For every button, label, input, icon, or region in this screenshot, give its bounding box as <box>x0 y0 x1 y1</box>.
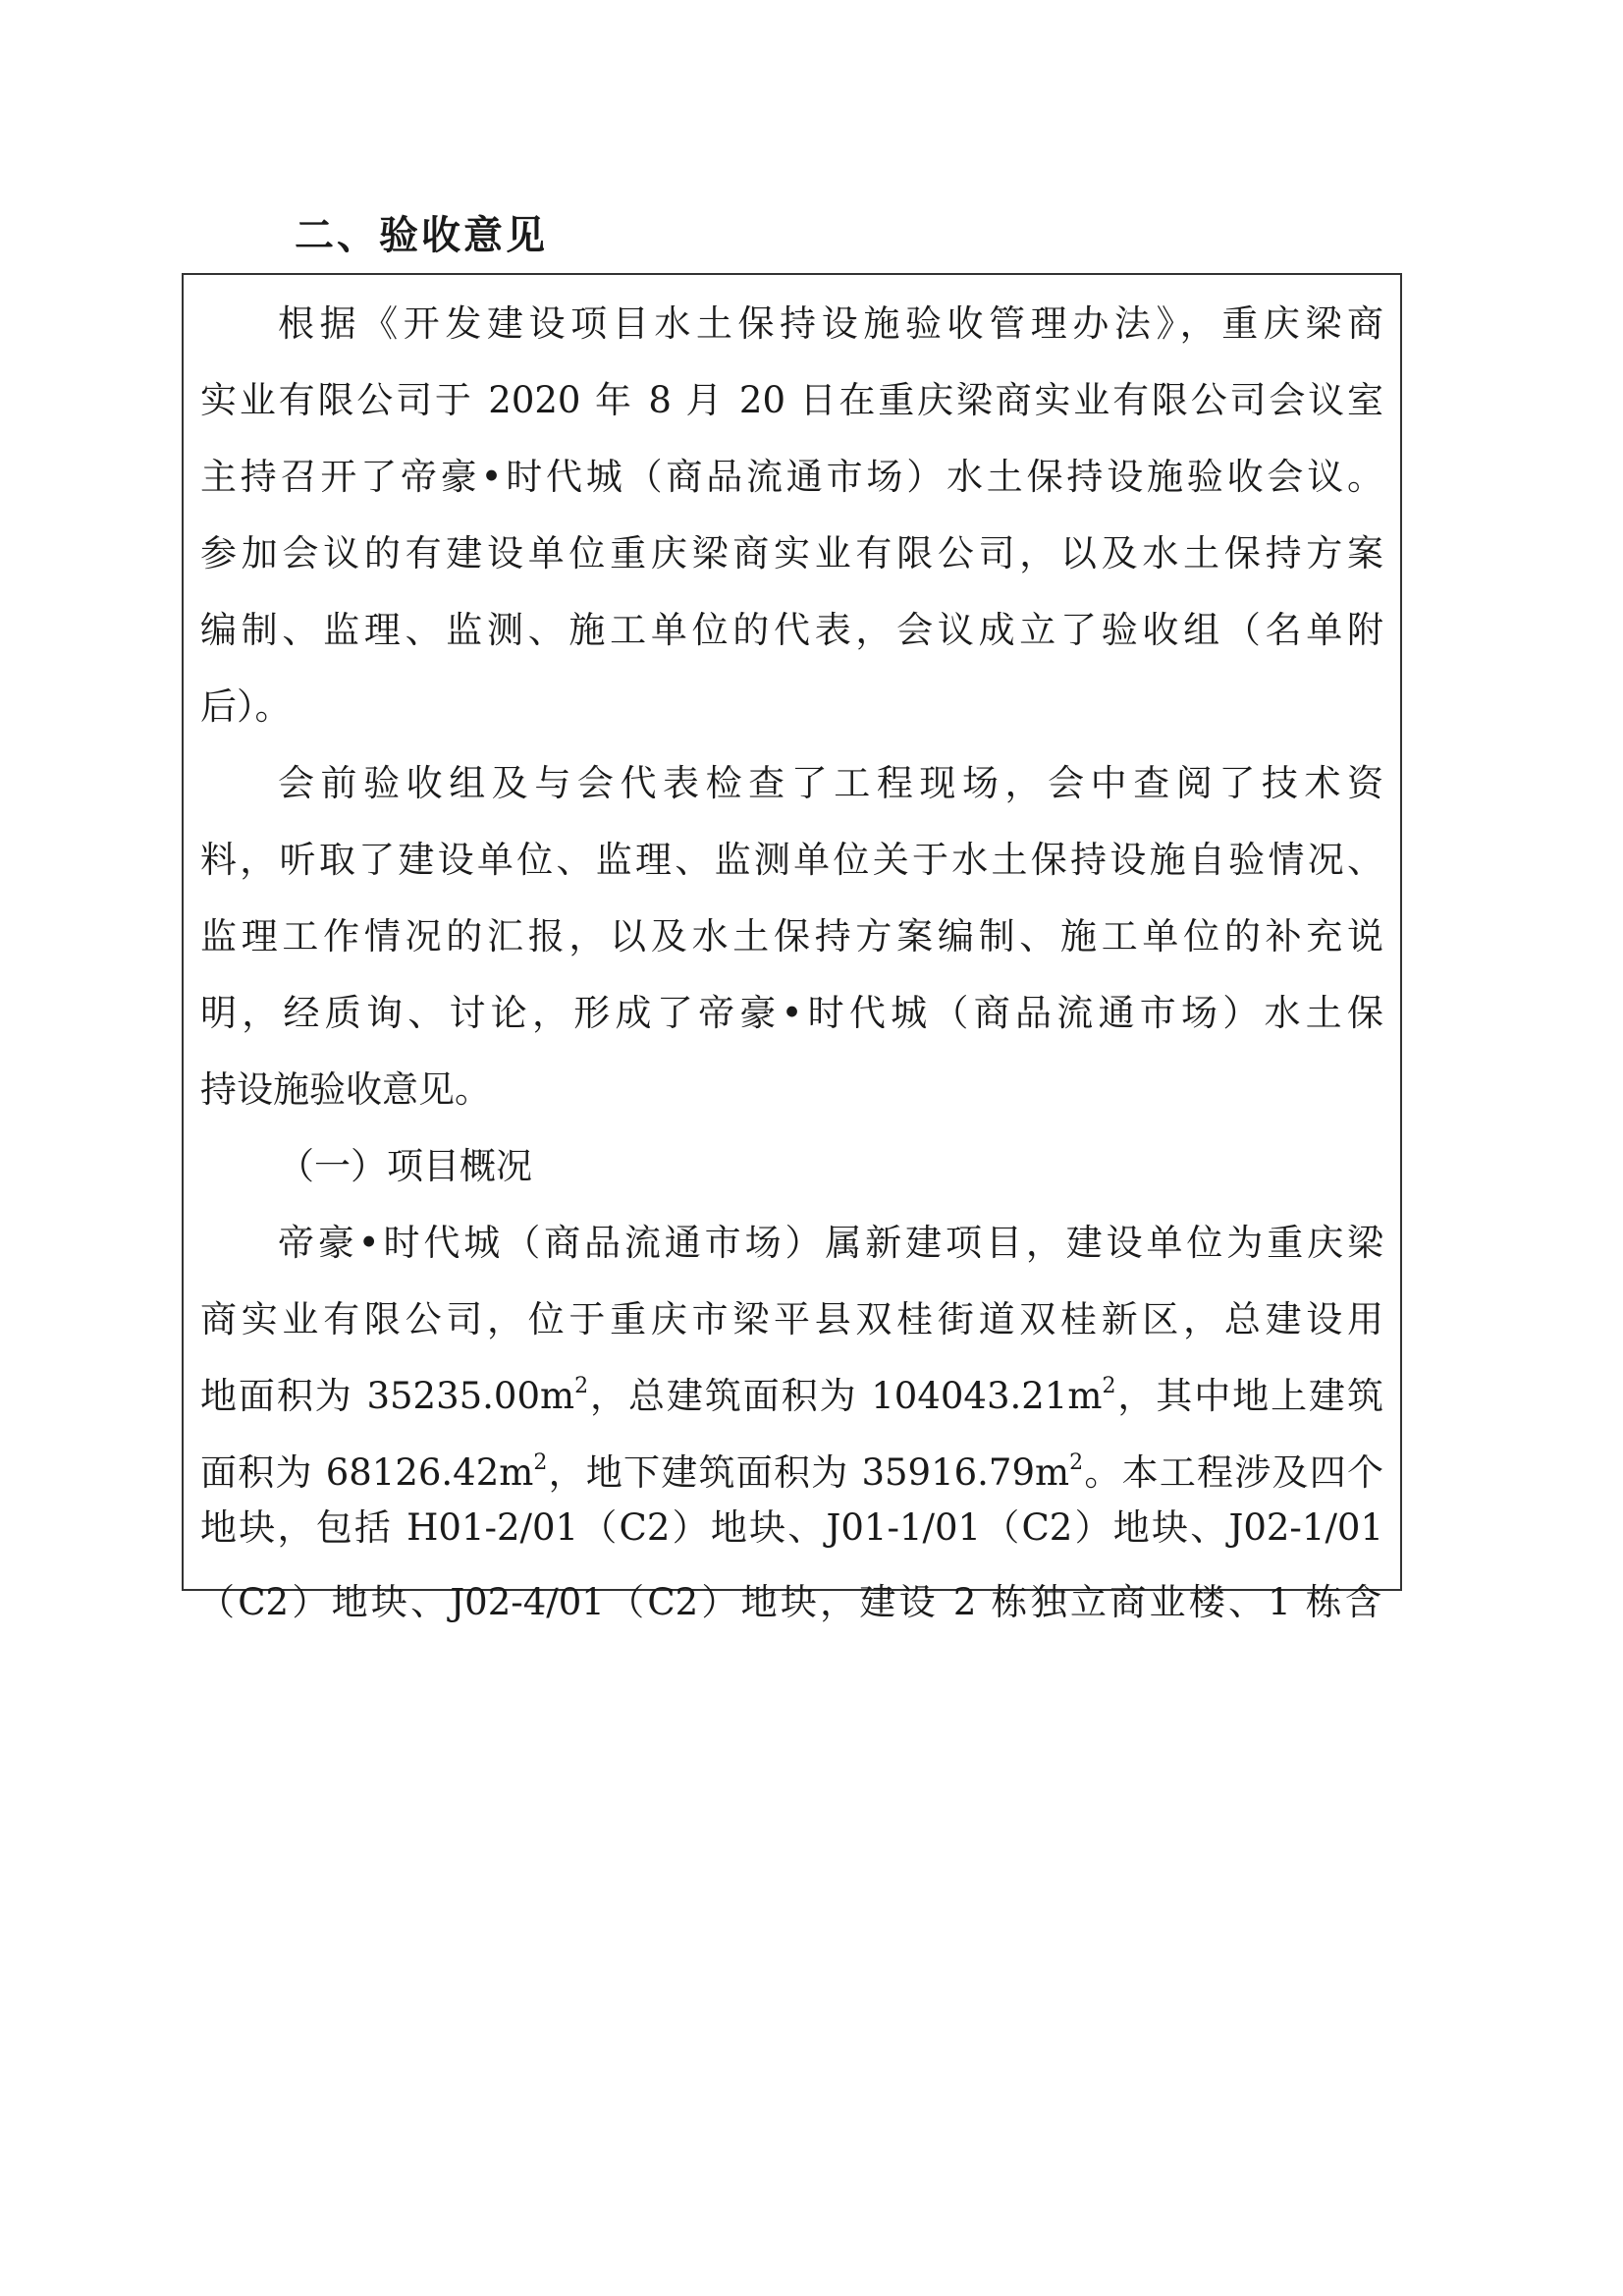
area-text: ，总建筑面积为 104043.21m <box>588 1375 1103 1417</box>
paragraph-line: 会前验收组及与会代表检查了工程现场，会中查阅了技术资 <box>278 762 1383 804</box>
section-heading: 二、验收意见 <box>295 213 548 258</box>
area-text: ，其中地上建筑 <box>1115 1375 1383 1417</box>
paragraph-line: 商实业有限公司，位于重庆市梁平县双桂街道双桂新区，总建设用 <box>200 1298 1383 1340</box>
paragraph-line: 帝豪•时代城（商品流通市场）属新建项目，建设单位为重庆梁 <box>278 1222 1383 1264</box>
paragraph-line: 参加会议的有建设单位重庆梁商实业有限公司，以及水土保持方案 <box>200 532 1383 574</box>
paragraph-line-with-units <box>200 1444 1383 1503</box>
paragraph-line: 地块，包括 H01-2/01（C2）地块、J01-1/01（C2）地块、J02-1/01 <box>200 1506 1383 1549</box>
paragraph-line: 明，经质询、讨论，形成了帝豪•时代城（商品流通市场）水土保 <box>200 992 1383 1034</box>
area-text: 面积为 68126.42m <box>200 1451 534 1494</box>
paragraph-line: 后）。 <box>200 685 292 728</box>
superscript: 2 <box>574 1374 589 1398</box>
paragraph-line: 根据《开发建设项目水土保持设施验收管理办法》，重庆梁商 <box>278 302 1383 345</box>
paragraph-line: 编制、监理、监测、施工单位的代表，会议成立了验收组（名单附 <box>200 609 1383 651</box>
paragraph-line: 实业有限公司于 2020 年 8 月 20 日在重庆梁商实业有限公司会议室 <box>200 379 1383 421</box>
area-text: ，地下建筑面积为 35916.79m <box>547 1451 1070 1494</box>
area-text: 。本工程涉及四个 <box>1083 1451 1384 1494</box>
opinion-frame <box>182 273 1402 1591</box>
superscript: 2 <box>533 1450 548 1475</box>
superscript: 2 <box>1102 1374 1116 1398</box>
paragraph-line: 持设施验收意见。 <box>200 1068 491 1111</box>
paragraph-line: 料，听取了建设单位、监理、监测单位关于水土保持设施自验情况、 <box>200 839 1383 881</box>
paragraph-line-with-units <box>200 1367 1383 1426</box>
superscript: 2 <box>1069 1450 1084 1475</box>
paragraph-line: 主持召开了帝豪•时代城（商品流通市场）水土保持设施验收会议。 <box>200 456 1383 498</box>
paragraph-line: （C2）地块、J02-4/01（C2）地块，建设 2 栋独立商业楼、1 栋含 <box>198 1581 1381 1623</box>
paragraph-line: 监理工作情况的汇报，以及水土保持方案编制、施工单位的补充说 <box>200 915 1383 957</box>
subsection-title: （一）项目概况 <box>278 1145 532 1187</box>
area-text: 地面积为 35235.00m <box>200 1375 575 1417</box>
